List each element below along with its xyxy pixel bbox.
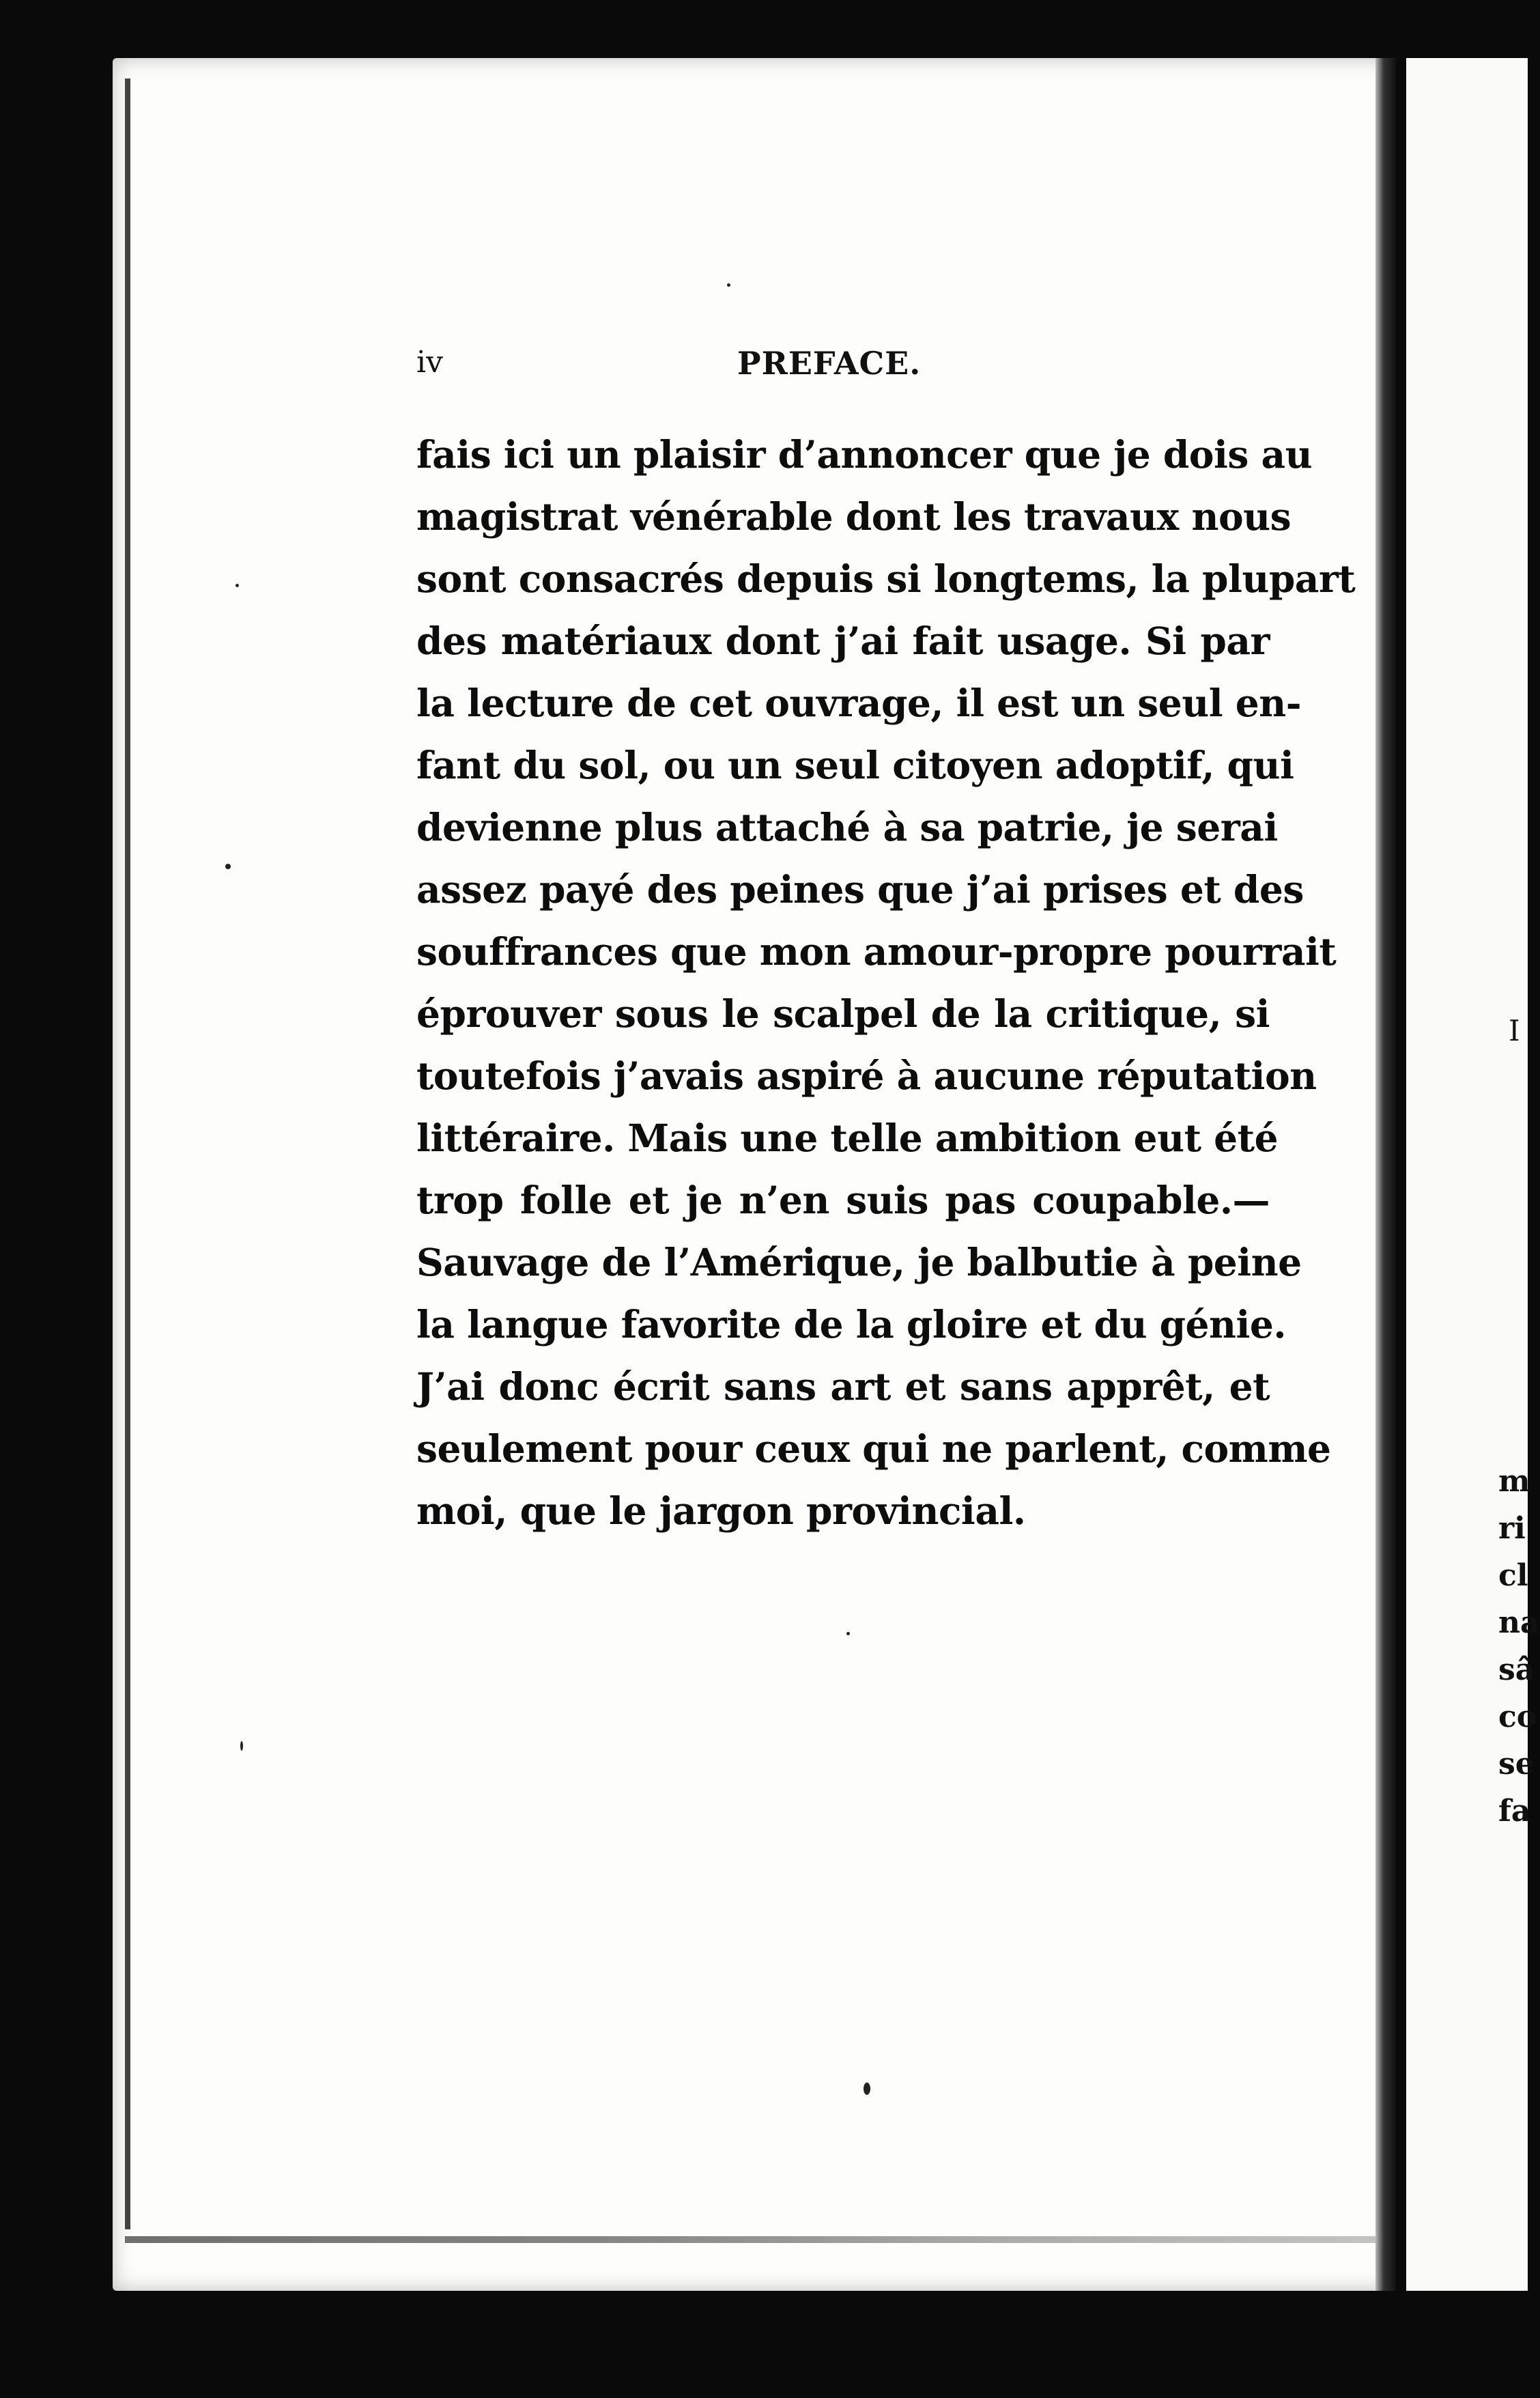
text-line: assez payé des peines que j’ai prises et des — [416, 867, 1304, 912]
text-line: toutefois j’avais aspiré à aucune réputation — [416, 1054, 1317, 1098]
page-header — [416, 345, 1263, 393]
scan-speck — [225, 864, 231, 869]
text-line-last: moi, que le jargon provincial. — [416, 1489, 1026, 1533]
facing-page-fragment: I — [1509, 1014, 1520, 1047]
facing-page-fragment: m — [1498, 1464, 1530, 1499]
text-line: seulement pour ceux qui ne parlent, comme — [416, 1426, 1331, 1471]
text-line: sont consacrés depuis si longtems, la plupart — [416, 556, 1356, 601]
text-line: fais ici un plaisir d’annoncer que je dois au — [416, 432, 1313, 477]
text-line: fant du sol, ou un seul citoyen adoptif, qui — [416, 743, 1294, 787]
text-line: souffrances que mon amour-propre pourrait — [416, 929, 1337, 974]
scan-speck — [727, 283, 730, 287]
book-gutter — [1375, 58, 1396, 2291]
page-number: iv — [416, 345, 443, 380]
facing-page-fragment: se — [1498, 1747, 1535, 1781]
scan-speck — [864, 2083, 870, 2095]
facing-page-fragment: cl — [1498, 1558, 1528, 1593]
facing-page-fragment: fa — [1498, 1794, 1531, 1829]
text-line: J’ai donc écrit sans art et sans apprêt, et — [416, 1364, 1270, 1409]
text-line: devienne plus attaché à sa patrie, je serai — [416, 805, 1278, 849]
text-line: éprouver sous le scalpel de la critique, si — [416, 991, 1270, 1036]
facing-page-fragment: na — [1498, 1605, 1540, 1640]
facing-page-fragment: co — [1498, 1699, 1537, 1734]
facing-page-fragment: sâ — [1498, 1652, 1535, 1687]
text-line: la langue favorite de la gloire et du génie. — [416, 1302, 1287, 1346]
scan-speck — [236, 584, 239, 587]
facing-page-text-fragments — [1498, 1458, 1540, 1835]
facing-page-fragment: ri — [1498, 1511, 1526, 1546]
running-title: PREFACE. — [737, 345, 922, 382]
text-line: des matériaux dont j’ai fait usage. Si par — [416, 619, 1270, 663]
scan-speck — [846, 1632, 850, 1635]
right-page-edge — [1406, 58, 1540, 2291]
text-line: Sauvage de l’Amérique, je balbutie à peine — [416, 1240, 1302, 1284]
scan-speck — [240, 1741, 243, 1751]
text-line: magistrat vénérable dont les travaux nous — [416, 494, 1292, 539]
body-text — [416, 423, 1356, 1542]
text-line: littéraire. Mais une telle ambition eut été — [416, 1116, 1279, 1160]
text-line: trop folle et je n’en suis pas coupable.— — [416, 1178, 1270, 1222]
text-line: la lecture de cet ouvrage, il est un seul en- — [416, 681, 1302, 725]
